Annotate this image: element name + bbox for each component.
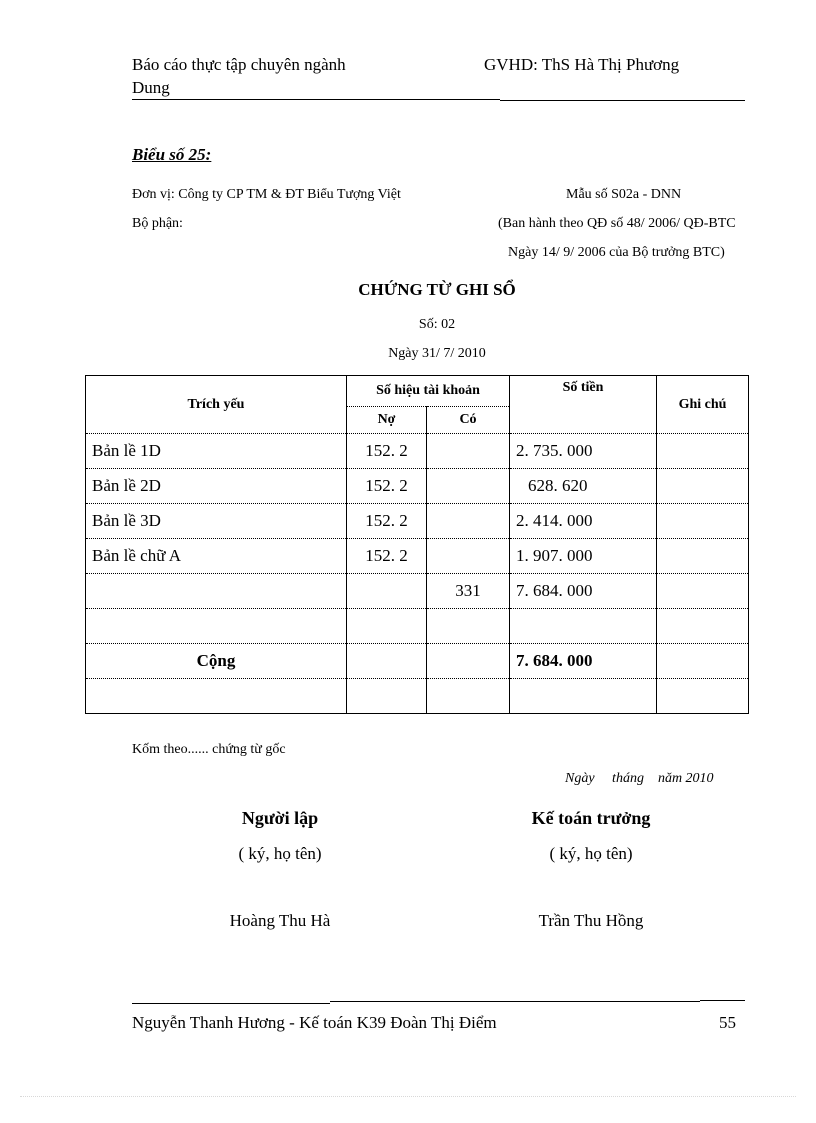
form-code: Mẫu số S02a - DNN — [566, 187, 682, 202]
header-no: Nợ — [347, 407, 427, 434]
cell-no — [347, 609, 427, 644]
total-ghi-chu — [657, 644, 749, 679]
blank-cell — [427, 679, 510, 714]
table-row — [86, 504, 749, 539]
preparer-note: ( ký, họ tên) — [238, 844, 322, 863]
cell-no: 152. 2 — [347, 539, 427, 574]
header-co: Có — [427, 407, 510, 434]
cell-no: 152. 2 — [347, 434, 427, 469]
report-title-line2: Dung — [132, 78, 170, 97]
header-trich-yeu: Trích yếu — [86, 376, 347, 434]
cell-co — [427, 504, 510, 539]
table-row — [86, 469, 749, 504]
table-row — [86, 539, 749, 574]
cell-ghi-chu — [657, 504, 749, 539]
department: Bộ phận: — [132, 216, 183, 231]
blank-cell — [510, 679, 657, 714]
decree: (Ban hành theo QĐ số 48/ 2006/ QĐ-BTC — [498, 216, 736, 231]
document-title: CHỨNG TỪ GHI SỔ — [358, 280, 516, 299]
cell-co — [427, 469, 510, 504]
footer-author: Nguyễn Thanh Hương - Kế toán K39 Đoàn Thị Điểm — [132, 1013, 497, 1032]
header-rule-right — [500, 100, 745, 101]
cell-ghi-chu — [657, 469, 749, 504]
table-row — [86, 434, 749, 469]
document-date: Ngày 31/ 7/ 2010 — [388, 346, 486, 361]
cell-so-tien: 628. 620 — [510, 469, 657, 504]
cell-trich-yeu: Bản lề chữ A — [86, 539, 347, 574]
cell-trich-yeu — [86, 574, 347, 609]
cell-so-tien — [510, 609, 657, 644]
total-no — [347, 644, 427, 679]
total-co — [427, 644, 510, 679]
cell-ghi-chu — [657, 609, 749, 644]
cell-so-tien: 2. 735. 000 — [510, 434, 657, 469]
decree-date: Ngày 14/ 9/ 2006 của Bộ trưởng BTC) — [508, 245, 725, 260]
total-row — [86, 644, 749, 679]
cell-so-tien: 7. 684. 000 — [510, 574, 657, 609]
supervisor: GVHD: ThS Hà Thị Phương — [484, 55, 680, 74]
date-line: Ngày tháng năm 2010 — [565, 771, 714, 786]
chief-accountant-name: Trần Thu Hồng — [538, 911, 644, 930]
blank-cell — [347, 679, 427, 714]
header-ghi-chu: Ghi chú — [657, 376, 749, 434]
cell-trich-yeu: Bản lề 1D — [86, 434, 347, 469]
cell-no: 152. 2 — [347, 469, 427, 504]
cell-trich-yeu: Bản lề 3D — [86, 504, 347, 539]
cell-trich-yeu — [86, 609, 347, 644]
table-row — [86, 609, 749, 644]
page-edge-rule — [20, 1096, 796, 1097]
total-label: Cộng — [86, 644, 347, 679]
cell-ghi-chu — [657, 434, 749, 469]
cell-ghi-chu — [657, 574, 749, 609]
blank-cell — [86, 679, 347, 714]
cell-so-tien: 2. 414. 000 — [510, 504, 657, 539]
header-so-tien: Số tiền — [510, 376, 657, 434]
cell-trich-yeu: Bản lề 2D — [86, 469, 347, 504]
unit-name: Đơn vị: Công ty CP TM & ĐT Biểu Tượng Việt — [132, 187, 401, 202]
form-label: Biểu số 25: — [132, 145, 212, 164]
page-number: 55 — [719, 1013, 736, 1032]
preparer-title: Người lập — [241, 808, 319, 828]
cell-co — [427, 539, 510, 574]
chief-accountant-note: ( ký, họ tên) — [549, 844, 633, 863]
total-amount: 7. 684. 000 — [510, 644, 657, 679]
cell-co — [427, 609, 510, 644]
report-title: Báo cáo thực tập chuyên ngành — [132, 55, 346, 74]
cell-so-tien: 1. 907. 000 — [510, 539, 657, 574]
footer-rule-left — [132, 1003, 330, 1004]
voucher-table — [85, 375, 749, 714]
preparer-name: Hoàng Thu Hà — [229, 911, 331, 930]
header-rule-left — [132, 99, 500, 100]
table-row-blank — [86, 679, 749, 714]
footer-rule-mid — [330, 1001, 700, 1002]
blank-cell — [657, 679, 749, 714]
cell-ghi-chu — [657, 539, 749, 574]
document-number: Số: 02 — [418, 317, 456, 332]
cell-no: 152. 2 — [347, 504, 427, 539]
cell-co — [427, 434, 510, 469]
cell-co: 331 — [427, 574, 510, 609]
footer-rule-right — [700, 1000, 745, 1001]
cell-no — [347, 574, 427, 609]
header-so-hieu: Số hiệu tài khoản — [347, 376, 510, 407]
attachment-line: Kốm theo...... chứng từ gốc — [132, 742, 286, 757]
chief-accountant-title: Kế toán trưởng — [531, 808, 651, 828]
table-row — [86, 574, 749, 609]
